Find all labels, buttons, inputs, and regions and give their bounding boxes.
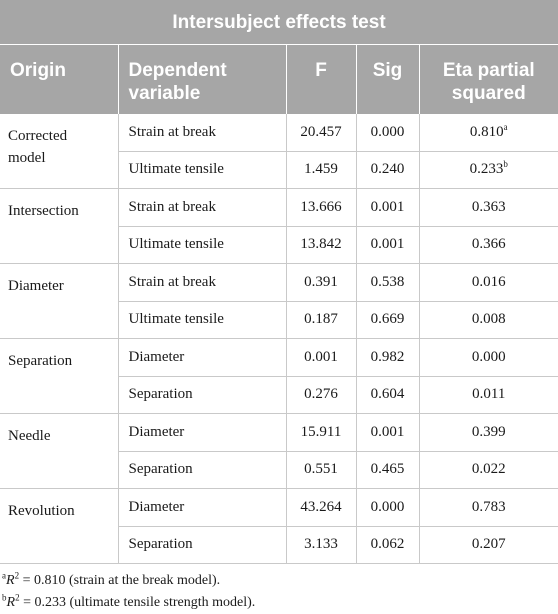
dependent-variable-cell: Diameter bbox=[118, 489, 286, 527]
header-eta-line1: Eta partial bbox=[442, 60, 535, 81]
f-value-cell: 0.551 bbox=[286, 451, 356, 489]
origin-cell: Needle bbox=[0, 414, 118, 489]
eta-value-cell: 0.022 bbox=[419, 451, 558, 489]
eta-value-cell: 0.000 bbox=[419, 339, 558, 377]
eta-value: 0.233 bbox=[469, 161, 504, 178]
table-title: Intersubject effects test bbox=[0, 0, 558, 45]
footnote-a-symbol: R bbox=[6, 573, 15, 588]
sig-value-cell: 0.465 bbox=[356, 451, 419, 489]
footnote-b-text: = 0.233 (ultimate tensile strength model). bbox=[19, 595, 256, 610]
sig-value-cell: 0.000 bbox=[356, 489, 419, 527]
column-header-row bbox=[0, 45, 558, 114]
eta-value-cell: 0.363 bbox=[419, 189, 558, 227]
origin-cell: Revolution bbox=[0, 489, 118, 564]
sig-value-cell: 0.001 bbox=[356, 189, 419, 227]
sig-value-cell: 0.982 bbox=[356, 339, 419, 377]
dependent-variable-cell: Strain at break bbox=[118, 264, 286, 302]
sig-value-cell: 0.240 bbox=[356, 151, 419, 189]
table-row bbox=[0, 264, 558, 302]
origin-cell bbox=[0, 114, 118, 189]
footnote-a-power: 2 bbox=[14, 570, 20, 581]
table-row bbox=[0, 339, 558, 377]
footnote-a bbox=[2, 570, 255, 592]
eta-value-cell: 0.783 bbox=[419, 489, 558, 527]
f-value-cell: 0.391 bbox=[286, 264, 356, 302]
dependent-variable-cell: Ultimate tensile bbox=[118, 226, 286, 264]
origin-cell: Separation bbox=[0, 339, 118, 414]
eta-value-cell: 0.011 bbox=[419, 376, 558, 414]
table-body bbox=[0, 114, 558, 564]
footnote-b-mark: b bbox=[2, 592, 7, 603]
sig-value-cell: 0.538 bbox=[356, 264, 419, 302]
eta-value-cell: 0.366 bbox=[419, 226, 558, 264]
footnote-b-power: 2 bbox=[15, 592, 20, 603]
table-row bbox=[0, 414, 558, 452]
dependent-variable-cell: Strain at break bbox=[118, 114, 286, 152]
f-value-cell: 20.457 bbox=[286, 114, 356, 152]
f-value-cell: 3.133 bbox=[286, 526, 356, 564]
table-row bbox=[0, 489, 558, 527]
footnote-a-mark: a bbox=[2, 570, 6, 581]
sig-value-cell: 0.000 bbox=[356, 114, 419, 152]
eta-value-cell: 0.207 bbox=[419, 526, 558, 564]
footnote-b-symbol: R bbox=[6, 595, 16, 610]
eta-value-cell: 0.399 bbox=[419, 414, 558, 452]
origin-cell: Intersection bbox=[0, 189, 118, 264]
sig-value-cell: 0.669 bbox=[356, 301, 419, 339]
origin-label-line2: model bbox=[8, 149, 46, 166]
header-eta-line2: squared bbox=[451, 83, 526, 104]
header-dependent-line1: Dependent bbox=[128, 60, 227, 81]
dependent-variable-cell: Strain at break bbox=[118, 189, 286, 227]
f-value-cell: 43.264 bbox=[286, 489, 356, 527]
sig-value-cell: 0.062 bbox=[356, 526, 419, 564]
eta-value-cell bbox=[419, 114, 558, 152]
header-origin: Origin bbox=[0, 45, 118, 114]
f-value-cell: 0.187 bbox=[286, 301, 356, 339]
f-value-cell: 13.842 bbox=[286, 226, 356, 264]
footnote-marker: a bbox=[503, 121, 508, 132]
table-row bbox=[0, 189, 558, 227]
eta-value-cell: 0.016 bbox=[419, 264, 558, 302]
sig-value-cell: 0.604 bbox=[356, 376, 419, 414]
header-f: F bbox=[286, 45, 356, 114]
eta-value: 0.810 bbox=[469, 123, 504, 140]
dependent-variable-cell: Diameter bbox=[118, 414, 286, 452]
f-value-cell: 15.911 bbox=[286, 414, 356, 452]
footnote-marker: b bbox=[503, 159, 508, 170]
dependent-variable-cell: Ultimate tensile bbox=[118, 301, 286, 339]
f-value-cell: 0.276 bbox=[286, 376, 356, 414]
header-dependent-variable bbox=[118, 45, 286, 114]
origin-label: Corrected bbox=[8, 127, 68, 144]
footnote-b bbox=[2, 592, 255, 614]
footnote-a-text: = 0.810 (strain at the break model). bbox=[19, 573, 221, 588]
dependent-variable-cell: Separation bbox=[118, 376, 286, 414]
header-eta-partial-squared bbox=[419, 45, 558, 114]
table-footnotes bbox=[2, 570, 255, 614]
f-value-cell: 13.666 bbox=[286, 189, 356, 227]
f-value-cell: 0.001 bbox=[286, 339, 356, 377]
dependent-variable-cell: Separation bbox=[118, 451, 286, 489]
dependent-variable-cell: Diameter bbox=[118, 339, 286, 377]
header-sig: Sig bbox=[356, 45, 419, 114]
sig-value-cell: 0.001 bbox=[356, 226, 419, 264]
origin-cell: Diameter bbox=[0, 264, 118, 339]
eta-value-cell bbox=[419, 151, 558, 189]
eta-value-cell: 0.008 bbox=[419, 301, 558, 339]
dependent-variable-cell: Ultimate tensile bbox=[118, 151, 286, 189]
sig-value-cell: 0.001 bbox=[356, 414, 419, 452]
table-title-row bbox=[0, 0, 558, 45]
f-value-cell: 1.459 bbox=[286, 151, 356, 189]
header-dependent-line2: variable bbox=[128, 83, 201, 104]
dependent-variable-cell: Separation bbox=[118, 526, 286, 564]
table-row bbox=[0, 114, 558, 152]
